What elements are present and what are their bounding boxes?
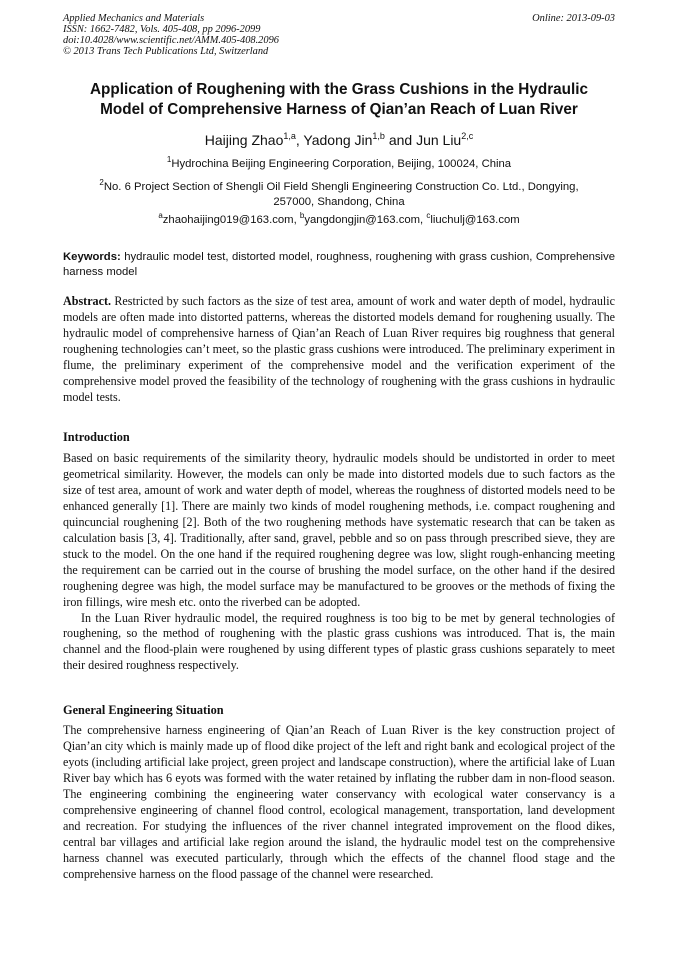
paragraph: In the Luan River hydraulic model, the required roughness is too big to be met by general technologies of roughening, so the method of roughening with the plastic grass cushions was introduced. That is, the main channel and the flood-plain were roughened by using different types of plastic grass cushions separately to meet their desired roughness respectively. [63,610,615,673]
email-link[interactable]: liuchulj@163.com [430,214,520,226]
keywords-text: hydraulic model test, distorted model, roughness, roughening with grass cushion, Comprehensive harness model [63,251,615,278]
abstract-label: Abstract. [63,294,112,308]
copyright-line: © 2013 Trans Tech Publications Ltd, Switzerland [63,46,269,57]
email-separator: , [293,214,300,226]
journal-header [63,13,615,57]
email-mark: a [158,211,163,220]
affil-mark: 1 [166,155,172,164]
online-date: Online: 2013-09-03 [532,13,615,24]
journal-name: Applied Mechanics and Materials [63,13,205,24]
author-emails [60,213,618,228]
abstract-text: Restricted by such factors as the size of test area, amount of work and water depth of model, hydraulic models are often made into distorted patterns, whereas the distorted models demand for roughening usually. The hydraulic model of comprehensive harness of Qian’an Reach of Luan River requires big roughness that general roughening technologies can’t meet, so the plastic grass cushions were introduced. The preliminary experiment in flume, the preliminary experiment of the comprehensive model and the verification experiment of the comprehensive model proved the feasibility of the technology of roughening with the grass cushions in hydraulic model tests. [63,294,615,404]
affil-mark: 2 [99,178,104,187]
title-line-1: Application of Roughening with the Grass Cushions in the Hydraulic [89,81,589,98]
author-separator: and [384,132,417,148]
author-name: Haijing Zhao [204,132,284,148]
issn-line: ISSN: 1662-7482, Vols. 405-408, pp 2096-2099 [63,24,261,35]
doi-line: doi:10.4028/www.scientific.net/AMM.405-408.2096 [63,35,279,46]
paragraph: The comprehensive harness engineering of Qian’an Reach of Luan River is the key construction project of Qian’an city which is mainly made up of flood dike project of the left and right bank and ecological project of the eyots (including artificial lake project, green project and landscape construction), where the artificial lake of Luan River bay which has 6 eyots was formed with the water retained by inflating the rubber dam in non-flood season. The engineering combining the engineering water conservancy with ecological water conservancy is a comprehensive engineering of channel flood control, ecological management, transportation, land development and recreation. For studying the influences of the river channel integrated improvement on the flood dikes, central bar villages and artificial lake region around the island, the hydraulic model test on the comprehensive harness channel was executed particularly, through which the effects of the channel flood stage and the comprehensive harness on the flood passage of the channel were researched. [63,723,615,881]
general-body [63,723,615,883]
email-link[interactable]: zhaohaijing019@163.com [162,214,294,226]
section-heading-introduction: Introduction [63,430,130,444]
keywords-block [63,250,615,279]
affil-text: 257000, Shandong, China [273,196,405,208]
email-mark: c [426,211,431,220]
introduction-body [63,451,615,674]
paper-title [40,80,638,120]
email-separator: , [420,214,427,226]
affiliation-1 [60,157,618,172]
author-affil-mark: 1,b [372,131,385,141]
paragraph: Based on basic requirements of the similarity theory, hydraulic models should be undistorted in order to meet geometrical similarity. However, the models can only be made into distorted models due to such factors as the size of test area, amount of work and water depth of model, whereas the roughness of distorted models need to be enhanced generally [1]. There are mainly two kinds of model roughening methods, i.e. compact roughening and quincuncial roughening [2]. Both of the two roughening methods have systematic research that can be taken as calculation basis [3, 4]. Traditionally, after sand, gravel, pebble and so on pass through prescribed sieve, they are stuck to the model. On the one hand if the required roughening degree was low, slight rough-enhancing meeting the requirement can be carried out in the course of brushing the model surface, on the other hand if the desired roughening degree was high, the model surface may be manufactured to be grooves or the methods of fixing the iron fillings, wire mesh etc. onto the riverbed can be adopted. [63,451,615,609]
affiliation-2 [60,180,618,210]
affil-text: No. 6 Project Section of Shengli Oil Field Shengli Engineering Construction Co. Ltd., Dongying, [103,181,579,193]
email-link[interactable]: yangdongjin@163.com [304,214,421,226]
author-name: Jun Liu [416,132,462,148]
author-list [40,131,638,149]
author-name: Yadong Jin [303,132,373,148]
section-heading-general-engineering: General Engineering Situation [63,703,224,717]
author-affil-mark: 1,a [283,131,296,141]
author-affil-mark: 2,c [461,131,474,141]
title-line-2: Model of Comprehensive Harness of Qian’an Reach of Luan River [100,101,578,118]
abstract-block [63,294,615,406]
keywords-label: Keywords: [63,251,121,263]
author-separator: , [295,132,304,148]
affil-text: Hydrochina Beijing Engineering Corporation, Beijing, 100024, China [171,158,512,170]
email-mark: b [299,211,305,220]
